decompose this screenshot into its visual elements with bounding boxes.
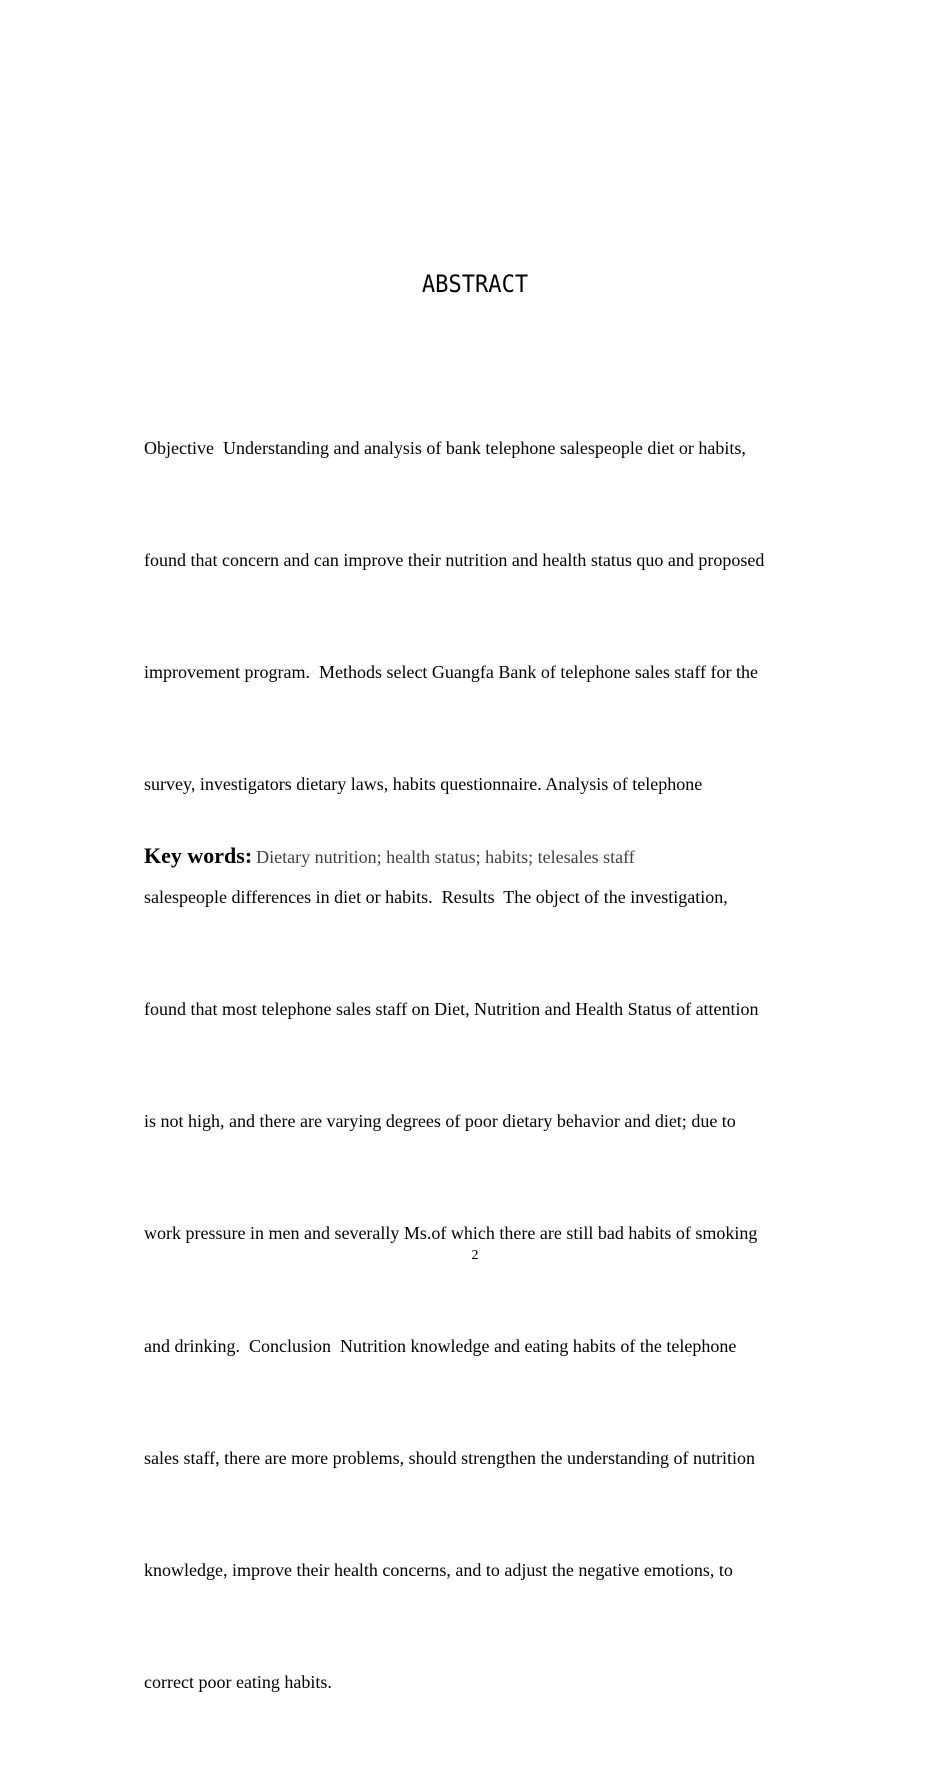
abstract-body [144, 355, 814, 1776]
abstract-line: Objective Understanding and analysis of bank telephone salespeople diet or habits, [144, 437, 746, 458]
keywords-value: Dietary nutrition; health status; habits; telesales staff [256, 847, 635, 867]
abstract-line: found that most telephone sales staff on Diet, Nutrition and Health Status of attention [144, 998, 759, 1019]
abstract-line: improvement program. Methods select Guangfa Bank of telephone sales staff for the [144, 662, 758, 683]
keywords-label: Key words: [144, 843, 253, 868]
page-number: 2 [471, 1248, 479, 1263]
abstract-line: survey, investigators dietary laws, habits questionnaire. Analysis of telephone [144, 774, 703, 795]
abstract-line: is not high, and there are varying degrees of poor dietary behavior and diet; due to [144, 1111, 736, 1132]
abstract-heading: ABSTRACT [421, 270, 529, 298]
abstract-line: correct poor eating habits. [144, 1672, 332, 1693]
abstract-line: sales staff, there are more problems, should strengthen the understanding of nutrition [144, 1447, 756, 1468]
abstract-line: and drinking. Conclusion Nutrition knowledge and eating habits of the telephone [144, 1335, 737, 1356]
abstract-line: knowledge, improve their health concerns, and to adjust the negative emotions, to [144, 1560, 733, 1580]
abstract-line: work pressure in men and severally Ms.of which there are still bad habits of smoking [144, 1223, 758, 1244]
keywords-paragraph [144, 838, 824, 877]
abstract-line: salespeople differences in diet or habits. Results The object of the investigation, [144, 886, 728, 907]
abstract-line: found that concern and can improve their nutrition and health status quo and proposed [144, 550, 765, 571]
